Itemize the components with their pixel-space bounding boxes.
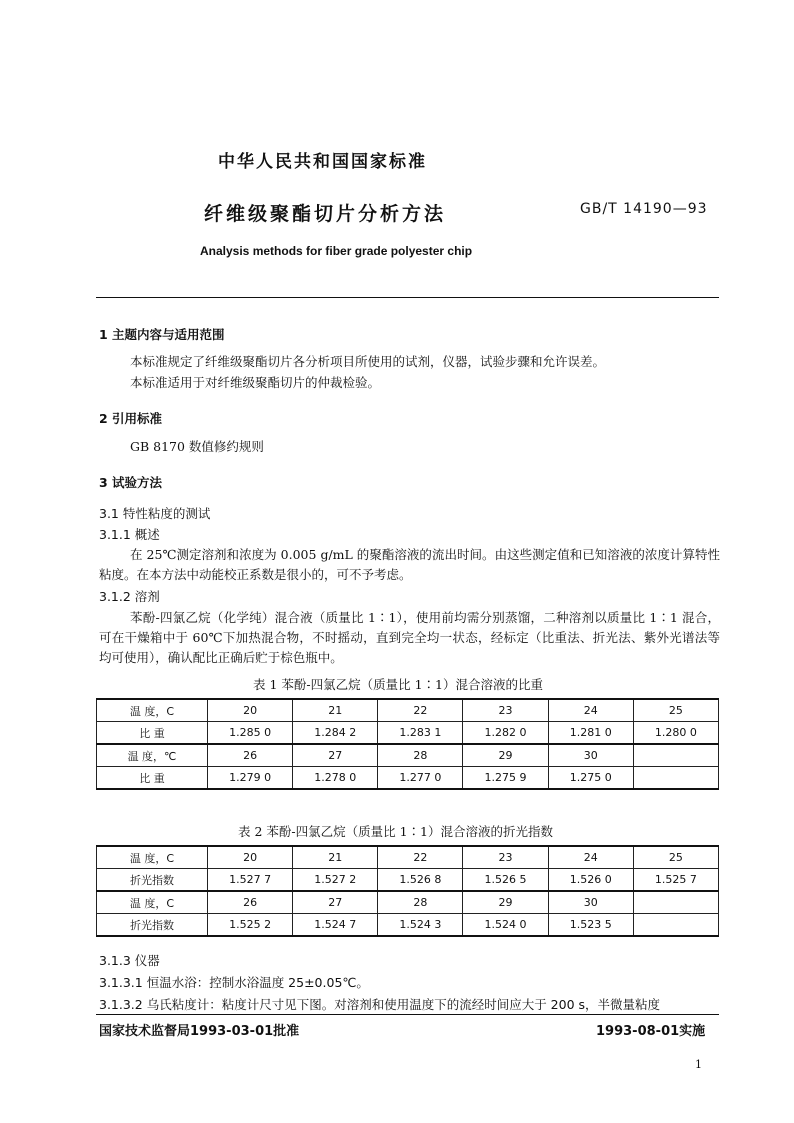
table-cell bbox=[633, 891, 718, 914]
table-cell-label: 温 度，C bbox=[97, 699, 208, 722]
page-number: 1 bbox=[695, 1058, 702, 1071]
section-1-para-2: 本标准适用于对纤维级聚酯切片的仲裁检验。 bbox=[130, 375, 381, 390]
table-cell bbox=[633, 914, 718, 937]
table-cell: 22 bbox=[378, 699, 463, 722]
table-cell-label: 折光指数 bbox=[97, 869, 208, 892]
table-cell: 1.526 8 bbox=[378, 869, 463, 892]
section-3-1-2-paragraph: 苯酚-四氯乙烷（化学纯）混合液（质量比 1∶1），使用前均需分别蒸馏，二种溶剂以质量比 1∶1 混合，可在干燥箱中于 60℃下加热混合物，不时摇动，直到完全均一状态，经标定（比重法、折光法、紫外光谱法等均可使用），确认配比正确后贮于棕色瓶中。 bbox=[99, 610, 720, 665]
table-cell: 22 bbox=[378, 846, 463, 869]
table-cell: 1.275 9 bbox=[463, 767, 548, 790]
table-cell: 1.277 0 bbox=[378, 767, 463, 790]
table-cell: 27 bbox=[293, 744, 378, 767]
section-3-heading: 3 试验方法 bbox=[99, 475, 163, 490]
table-cell: 1.285 0 bbox=[208, 722, 293, 745]
table-row bbox=[97, 767, 719, 790]
table-cell-label: 温 度，C bbox=[97, 846, 208, 869]
table-cell: 28 bbox=[378, 891, 463, 914]
table-cell-label: 温 度，℃ bbox=[97, 744, 208, 767]
section-3-1-heading: 3.1 特性粘度的测试 bbox=[99, 506, 211, 521]
table-cell-label: 比 重 bbox=[97, 722, 208, 745]
section-1-para-1: 本标准规定了纤维级聚酯切片各分析项目所使用的试剂，仪器，试验步骤和允许误差。 bbox=[130, 354, 606, 369]
table-1 bbox=[96, 698, 719, 790]
table-cell: 1.523 5 bbox=[548, 914, 633, 937]
table-cell-label: 折光指数 bbox=[97, 914, 208, 937]
table-cell: 21 bbox=[293, 699, 378, 722]
table-row bbox=[97, 914, 719, 937]
table-2-caption: 表 2 苯酚-四氯乙烷（质量比 1∶1）混合溶液的折光指数 bbox=[238, 824, 554, 839]
table-cell: 27 bbox=[293, 891, 378, 914]
header-rule bbox=[96, 297, 719, 298]
table-cell: 26 bbox=[208, 744, 293, 767]
standard-authority: 中华人民共和国国家标准 bbox=[218, 152, 427, 172]
table-1-caption: 表 1 苯酚-四氯乙烷（质量比 1∶1）混合溶液的比重 bbox=[253, 677, 544, 692]
table-cell: 1.525 7 bbox=[633, 869, 718, 892]
table-cell: 1.527 7 bbox=[208, 869, 293, 892]
table-cell-label: 温 度，C bbox=[97, 891, 208, 914]
table-row bbox=[97, 891, 719, 914]
table-cell-label: 比 重 bbox=[97, 767, 208, 790]
section-2-heading: 2 引用标准 bbox=[99, 411, 163, 426]
table-cell: 30 bbox=[548, 891, 633, 914]
table-cell: 20 bbox=[208, 699, 293, 722]
table-row bbox=[97, 722, 719, 745]
table-cell: 1.524 0 bbox=[463, 914, 548, 937]
table-row bbox=[97, 846, 719, 869]
table-cell: 1.524 7 bbox=[293, 914, 378, 937]
table-cell: 1.526 0 bbox=[548, 869, 633, 892]
section-3-1-2-heading: 3.1.2 溶剂 bbox=[99, 589, 160, 604]
table-cell bbox=[633, 744, 718, 767]
table-cell: 23 bbox=[463, 699, 548, 722]
table-cell: 1.284 2 bbox=[293, 722, 378, 745]
table-cell: 1.278 0 bbox=[293, 767, 378, 790]
footer-rule bbox=[96, 1014, 719, 1015]
table-cell: 29 bbox=[463, 744, 548, 767]
table-row bbox=[97, 869, 719, 892]
section-3-1-1-paragraph: 在 25℃测定溶剂和浓度为 0.005 g/mL 的聚酯溶液的流出时间。由这些测定值和已知溶液的浓度计算特性粘度。在本方法中动能校正系数是很小的，可不予考虑。 bbox=[99, 547, 720, 582]
section-3-1-3-1: 3.1.3.1 恒温水浴：控制水浴温度 25±0.05℃。 bbox=[99, 975, 369, 990]
table-row bbox=[97, 744, 719, 767]
table-cell: 1.527 2 bbox=[293, 869, 378, 892]
section-1-heading: 1 主题内容与适用范围 bbox=[99, 327, 225, 342]
section-3-1-1-heading: 3.1.1 概述 bbox=[99, 527, 160, 542]
page-title: 纤维级聚酯切片分析方法 bbox=[204, 203, 447, 225]
reference-gb8170: GB 8170 数值修约规则 bbox=[130, 439, 264, 454]
english-title: Analysis methods for fiber grade polyester chip bbox=[200, 244, 473, 258]
table-cell: 1.525 2 bbox=[208, 914, 293, 937]
effective-date: 1993-08-01实施 bbox=[596, 1024, 706, 1039]
table-cell: 25 bbox=[633, 846, 718, 869]
table-cell: 23 bbox=[463, 846, 548, 869]
table-cell: 1.281 0 bbox=[548, 722, 633, 745]
table-cell: 1.283 1 bbox=[378, 722, 463, 745]
standard-code: GB/T 14190—93 bbox=[580, 201, 708, 217]
table-cell: 26 bbox=[208, 891, 293, 914]
table-cell: 29 bbox=[463, 891, 548, 914]
table-cell: 20 bbox=[208, 846, 293, 869]
section-3-1-3-heading: 3.1.3 仪器 bbox=[99, 953, 160, 968]
table-row bbox=[97, 699, 719, 722]
table-cell: 1.526 5 bbox=[463, 869, 548, 892]
table-cell: 21 bbox=[293, 846, 378, 869]
table-cell: 25 bbox=[633, 699, 718, 722]
table-cell: 1.275 0 bbox=[548, 767, 633, 790]
table-cell: 1.279 0 bbox=[208, 767, 293, 790]
table-cell: 1.280 0 bbox=[633, 722, 718, 745]
table-cell bbox=[633, 767, 718, 790]
table-cell: 24 bbox=[548, 699, 633, 722]
table-cell: 1.524 3 bbox=[378, 914, 463, 937]
table-cell: 30 bbox=[548, 744, 633, 767]
table-cell: 24 bbox=[548, 846, 633, 869]
table-2 bbox=[96, 845, 719, 937]
table-cell: 28 bbox=[378, 744, 463, 767]
section-3-1-3-2: 3.1.3.2 乌氏粘度计：粘度计尺寸见下图。对溶剂和使用温度下的流经时间应大于 200 s，半微量粘度 bbox=[99, 997, 661, 1012]
table-cell: 1.282 0 bbox=[463, 722, 548, 745]
approval-date: 国家技术监督局1993-03-01批准 bbox=[99, 1024, 300, 1039]
